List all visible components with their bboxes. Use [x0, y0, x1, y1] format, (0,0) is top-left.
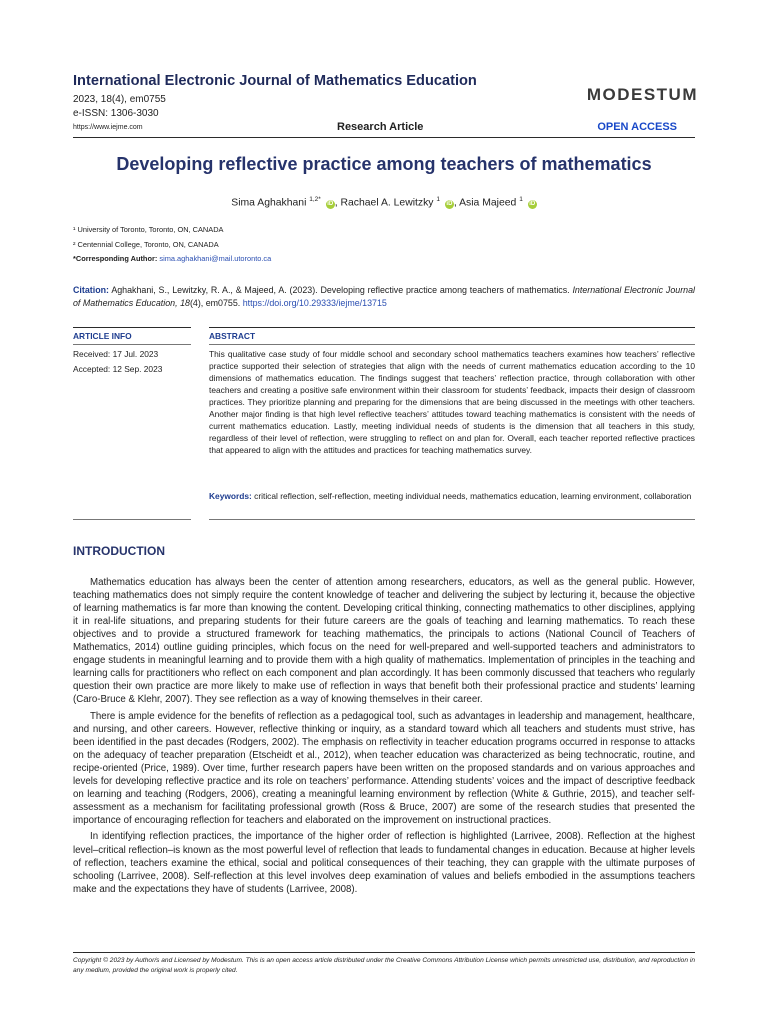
- author-name[interactable]: Asia Majeed: [459, 197, 517, 209]
- author-list: Sima Aghakhani $^{1,2*}$ iD , Rachael A. Lewitzky $^1$ iD , Asia Majeed $^1$ iD: [231, 196, 536, 209]
- paragraph: Mathematics education has always been the center of attention among researchers, educators, as well as the general public. However, teaching mathematics does not simply require the content knowledge of teacher and delivering the subject by lecturing it, because the objective of learning mathematics is far more than knowing the content. Developing critical thinking, connecting mathematics to other disciplines, applying it in real-life situations, and preparing students for their future careers are the goals of teaching and learning mathematics. To reach these objectives and to provide a structured framework for teaching mathematics, the principals to actions (National Council of Teachers of Mathematics, 2014) outline guiding principles, which focus on the need for well-prepared and well-supported teachers and administrators to engage students in meaningful learning and to provide them with a high quality of mathematics. Implementation of principles in the teaching and learning calls for practitioners who reflect on each component and plan accordingly. It has been commonly discussed that teachers who regularly question their own practice are more likely to make use of reflection in ways that benefit both their professional practice and students’ learning (Caro-Bruce & Klehr, 2007). They see reflection as a way of knowing themselves in their career.: [73, 577, 695, 706]
- citation-block: [73, 284, 695, 310]
- abstract-sub-rule: [209, 344, 695, 345]
- article-type: Research Article: [337, 121, 424, 133]
- publisher-logo: MODESTUM: [586, 85, 698, 104]
- accepted-date: Accepted: 12 Sep. 2023: [73, 364, 163, 374]
- info-sub-rule: [73, 344, 191, 345]
- author-affiliation-mark: 1,2*: [309, 196, 321, 203]
- author-affiliation-mark: 1: [436, 196, 441, 203]
- abstract-top-rule: [209, 327, 695, 328]
- copyright-footer: Copyright © 2023 by Author/s and Licensed by Modestum. This is an open access article distributed under the Creative Commons Attribution License which permits unrestricted use, distribution, and reproduction in any medium, provided the original work is properly cited.: [73, 957, 695, 975]
- footer-divider: [73, 952, 695, 953]
- keywords-block: [209, 490, 695, 503]
- introduction-body: [73, 576, 695, 899]
- citation-journal: International Electronic Journal of Mathematics Education,: [73, 285, 695, 308]
- citation-issue: (4), em0755.: [189, 298, 241, 308]
- citation-text: Aghakhani, S., Lewitzky, R. A., & Majeed, A. (2023). Developing reflective practice among teachers of mathematics.: [111, 285, 570, 295]
- author-affiliation-mark: 1: [519, 196, 523, 203]
- introduction-heading: INTRODUCTION: [73, 544, 165, 558]
- orcid-icon[interactable]: iD: [529, 201, 536, 208]
- received-date: Received: 17 Jul. 2023: [73, 349, 159, 359]
- abstract-heading: ABSTRACT: [209, 331, 256, 341]
- doi-link[interactable]: https://doi.org/10.29333/iejme/13715: [242, 298, 387, 308]
- abstract-bottom-rule: [209, 519, 695, 520]
- paragraph: There is ample evidence for the benefits of reflection as a pedagogical tool, such as advantages in leadership and management, healthcare, and nursing, and other careers. However, reflective thinking or inquiry, as a standard toward which all teachers and students must strive, has been identified in the past decades (Rodgers, 2002). The emphasis on reflectivity in teacher education programs occurred in response to attacks on the adequacy of teacher preparation (Etscheidt et al., 2012), when teacher education was characterized as being technocratic, routine, and recipe-oriented (Price, 1989). Over time, further research papers have been written on the proposed standards and on various approaches and levels for developing reflective practice and its role on teachers’ performance. Attending students’ voices and the impact of descriptive feedback on learning and teaching (Rodgers, 2006), creating a meaningful learning environment by reflection (White & Guthrie, 2015), and teacher self-assessment as a mechanism for facilitating professional growth (Ross & Bruce, 2007) are some of the research studies that presented the importance of encouraging reflection for teachers and elaborated on the improvement on instructional practices.: [73, 710, 695, 827]
- keywords-text: critical reflection, self-reflection, meeting individual needs, mathematics education, learning environment, collaboration: [254, 491, 692, 501]
- info-top-rule: [73, 327, 191, 328]
- issn-line: e-ISSN: 1306-3030: [73, 108, 159, 119]
- header-divider: [73, 137, 695, 138]
- corresponding-author: [73, 254, 271, 263]
- journal-url-link[interactable]: https://www.iejme.com: [73, 124, 143, 131]
- affiliation-2: ² Centennial College, Toronto, ON, CANADA: [73, 240, 219, 249]
- author-name[interactable]: Sima Aghakhani: [231, 197, 307, 209]
- citation-volume: 18: [180, 298, 190, 308]
- corresponding-email-link[interactable]: sima.aghakhani@mail.utoronto.ca: [159, 254, 272, 263]
- abstract-text: This qualitative case study of four middle school and secondary school mathematics teachers examines how teachers’ reflective practice supported their selection of strategies that align with the needs of current mathematics education according to the 10 dimensions of mathematics education. The findings suggest that teachers’ reflection practice, through collaboration with other teachers and creating a positive safe environment within their classroom for students’ feedback, impacts their design of classroom practices. They prioritize planning and preparing for the dimensions that are being discussed in the meetings with other teachers. Another major finding is that high level reflective teachers’ attitudes toward teaching mathematics is consistent with the needs of current mathematics education. Lastly, meeting individual needs of students is the dimension that all teachers in this study, regardless of their level of reflection, were struggling to reflect on and plan for. Overall, each teacher reported reflective practices that appeared to align with the attitudes and practices for teaching mathematics survey.: [209, 349, 695, 456]
- orcid-icon[interactable]: iD: [327, 201, 334, 208]
- keywords-label: Keywords:: [209, 491, 252, 501]
- journal-title[interactable]: International Electronic Journal of Mathematics Education: [73, 73, 477, 89]
- open-access-label: OPEN ACCESS: [597, 121, 677, 133]
- info-bottom-rule: [73, 519, 191, 520]
- orcid-icon[interactable]: iD: [446, 201, 453, 208]
- author-name[interactable]: Rachael A. Lewitzky: [340, 197, 434, 209]
- paragraph: In identifying reflection practices, the importance of the higher order of reflection is highlighted (Larrivee, 2008). Reflection at the highest level–critical reflection–is known as the most powerful level of reflection that leads to fundamental changes in education. Because at higher levels of reflection, teachers examine the ethical, social and political consequences of their teaching, they can grapple with the ultimate purposes of schooling (Larrivee, 2008). Self-reflection at this level involves deep examination of values and beliefs embodied in the assumptions teachers make and the expectations they have of students (Larrivee, 2008).: [73, 831, 695, 895]
- citation-label: Citation:: [73, 285, 109, 295]
- affiliation-1: ¹ University of Toronto, Toronto, ON, CANADA: [73, 225, 224, 234]
- corresponding-label: *Corresponding Author:: [73, 254, 158, 263]
- volume-line: 2023, 18(4), em0755: [73, 94, 166, 105]
- article-title: Developing reflective practice among teachers of mathematics: [116, 154, 652, 174]
- article-info-heading: ARTICLE INFO: [73, 331, 132, 341]
